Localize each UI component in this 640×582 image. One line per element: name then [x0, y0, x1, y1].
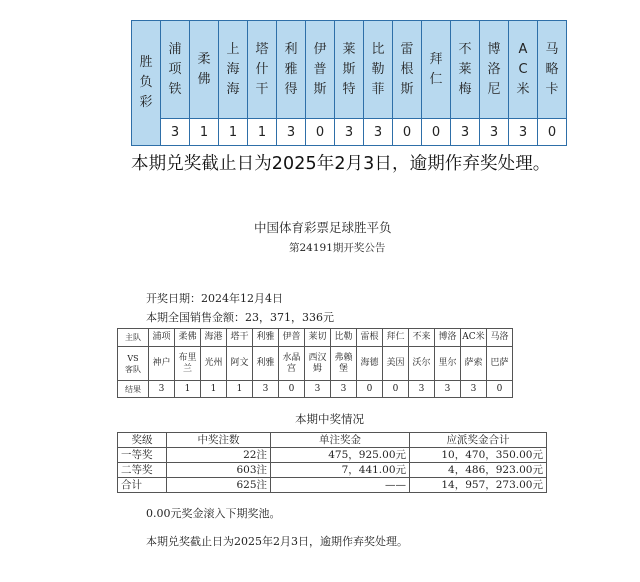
home-team: 利雅	[253, 329, 279, 347]
prize-row	[118, 448, 547, 463]
result-cell: 3	[161, 119, 190, 146]
team-cell	[480, 21, 509, 119]
prize-section-title: 本期中奖情况	[295, 412, 364, 426]
team-cell	[364, 21, 393, 119]
match-result: 3	[305, 381, 331, 398]
home-team: 雷根	[357, 329, 383, 347]
away-team: 利雅	[253, 347, 279, 381]
team-name: AC米	[516, 41, 530, 97]
home-team: 柔佛	[175, 329, 201, 347]
total-prize: 4，486，923.00元	[410, 463, 547, 478]
match-result: 0	[383, 381, 409, 398]
prize-level: 合计	[118, 478, 167, 493]
result-cell: 0	[393, 119, 422, 146]
away-team: 神户	[149, 347, 175, 381]
team-name: 马略卡	[545, 41, 559, 97]
unit-prize: ——	[271, 478, 410, 493]
team-cell	[335, 21, 364, 119]
winner-count: 22注	[167, 448, 271, 463]
top-team-row	[132, 21, 567, 119]
top-result-row	[132, 119, 567, 146]
away-team: 里尔	[435, 347, 461, 381]
team-name: 比勒菲	[371, 41, 385, 97]
match-result: 1	[201, 381, 227, 398]
home-team: 塔干	[227, 329, 253, 347]
prize-header: 应派奖金合计	[410, 433, 547, 448]
result-cell: 3	[335, 119, 364, 146]
match-result: 0	[357, 381, 383, 398]
match-result: 0	[279, 381, 305, 398]
prize-header: 中奖注数	[167, 433, 271, 448]
unit-prize: 7，441.00元	[271, 463, 410, 478]
home-team: 拜仁	[383, 329, 409, 347]
home-team: 马洛	[487, 329, 513, 347]
away-team: 阿文	[227, 347, 253, 381]
home-team: 博洛	[435, 329, 461, 347]
away-team: 海德	[357, 347, 383, 381]
doc-deadline: 本期兑奖截止日为2025年2月3日，逾期作弃奖处理。	[146, 535, 408, 548]
result-cell: 1	[248, 119, 277, 146]
winner-count: 603注	[167, 463, 271, 478]
prize-row	[118, 463, 547, 478]
home-team: AC米	[461, 329, 487, 347]
team-name: 浦项铁	[168, 41, 182, 97]
team-cell	[248, 21, 277, 119]
top-results-table	[131, 20, 567, 146]
away-team: 西汉姆	[305, 347, 331, 381]
match-results-table	[117, 328, 513, 398]
result-cell: 3	[364, 119, 393, 146]
match-result: 1	[227, 381, 253, 398]
draw-date: 开奖日期：2024年12月4日	[146, 292, 283, 305]
rollover-note: 0.00元奖金滚入下期奖池。	[146, 507, 281, 520]
home-team: 浦项	[149, 329, 175, 347]
result-cell: 1	[219, 119, 248, 146]
team-name: 柔佛	[197, 51, 211, 87]
match-result: 1	[175, 381, 201, 398]
home-team: 比勒	[331, 329, 357, 347]
team-name: 不莱梅	[458, 41, 472, 97]
match-result: 3	[461, 381, 487, 398]
team-name: 伊普斯	[313, 41, 327, 97]
team-cell	[538, 21, 567, 119]
team-cell	[451, 21, 480, 119]
team-cell	[277, 21, 306, 119]
away-team: 美因	[383, 347, 409, 381]
winner-count: 625注	[167, 478, 271, 493]
prize-header-row	[118, 433, 547, 448]
prize-level: 一等奖	[118, 448, 167, 463]
team-cell	[422, 21, 451, 119]
away-team: 巴萨	[487, 347, 513, 381]
home-team: 海港	[201, 329, 227, 347]
result-cell: 1	[190, 119, 219, 146]
result-cell: 3	[509, 119, 538, 146]
team-cell	[306, 21, 335, 119]
lottery-type-label: 胜负彩	[132, 21, 161, 146]
home-team-row	[118, 329, 513, 347]
doc-subtitle: 第24191期开奖公告	[289, 242, 386, 254]
doc-title: 中国体育彩票足球胜平负	[254, 220, 392, 235]
home-team: 不来	[409, 329, 435, 347]
team-name: 塔什干	[255, 41, 269, 97]
result-cell: 3	[277, 119, 306, 146]
away-team: 光州	[201, 347, 227, 381]
team-name: 博洛尼	[487, 41, 501, 97]
match-result: 0	[487, 381, 513, 398]
vs-text: VS	[127, 353, 139, 363]
match-result: 3	[409, 381, 435, 398]
prize-total-row	[118, 478, 547, 493]
team-name: 莱斯特	[342, 41, 356, 97]
result-cell: 0	[538, 119, 567, 146]
match-result: 3	[331, 381, 357, 398]
away-team: 弗赖堡	[331, 347, 357, 381]
prize-level: 二等奖	[118, 463, 167, 478]
team-cell	[190, 21, 219, 119]
home-label: 主队	[118, 329, 149, 347]
match-result: 3	[149, 381, 175, 398]
prize-header: 单注奖金	[271, 433, 410, 448]
total-prize: 14，957，273.00元	[410, 478, 547, 493]
team-cell	[393, 21, 422, 119]
team-name: 上海海	[226, 41, 240, 97]
home-team: 莱切	[305, 329, 331, 347]
away-team: 布里兰	[175, 347, 201, 381]
team-cell	[219, 21, 248, 119]
team-name: 雷根斯	[400, 41, 414, 97]
team-cell	[161, 21, 190, 119]
unit-prize: 475，925.00元	[271, 448, 410, 463]
away-team: 沃尔	[409, 347, 435, 381]
away-team: 水晶宫	[279, 347, 305, 381]
result-cell: 0	[422, 119, 451, 146]
team-name: 拜仁	[429, 51, 443, 87]
match-result: 3	[253, 381, 279, 398]
result-cell: 3	[451, 119, 480, 146]
away-label: 客队	[125, 364, 141, 374]
total-prize: 10，470，350.00元	[410, 448, 547, 463]
prize-header: 奖级	[118, 433, 167, 448]
sales-amount: 本期全国销售金额：23，371，336元	[146, 311, 334, 324]
team-cell	[509, 21, 538, 119]
match-result-row	[118, 381, 513, 398]
result-cell: 3	[480, 119, 509, 146]
vs-label	[118, 347, 149, 381]
away-team: 萨索	[461, 347, 487, 381]
prize-table	[117, 432, 547, 493]
away-team-row	[118, 347, 513, 381]
result-cell: 0	[306, 119, 335, 146]
match-result: 3	[435, 381, 461, 398]
home-team: 伊普	[279, 329, 305, 347]
result-label: 结果	[118, 381, 149, 398]
team-name: 利雅得	[284, 41, 298, 97]
top-deadline-notice: 本期兑奖截止日为2025年2月3日，逾期作弃奖处理。	[131, 154, 551, 174]
